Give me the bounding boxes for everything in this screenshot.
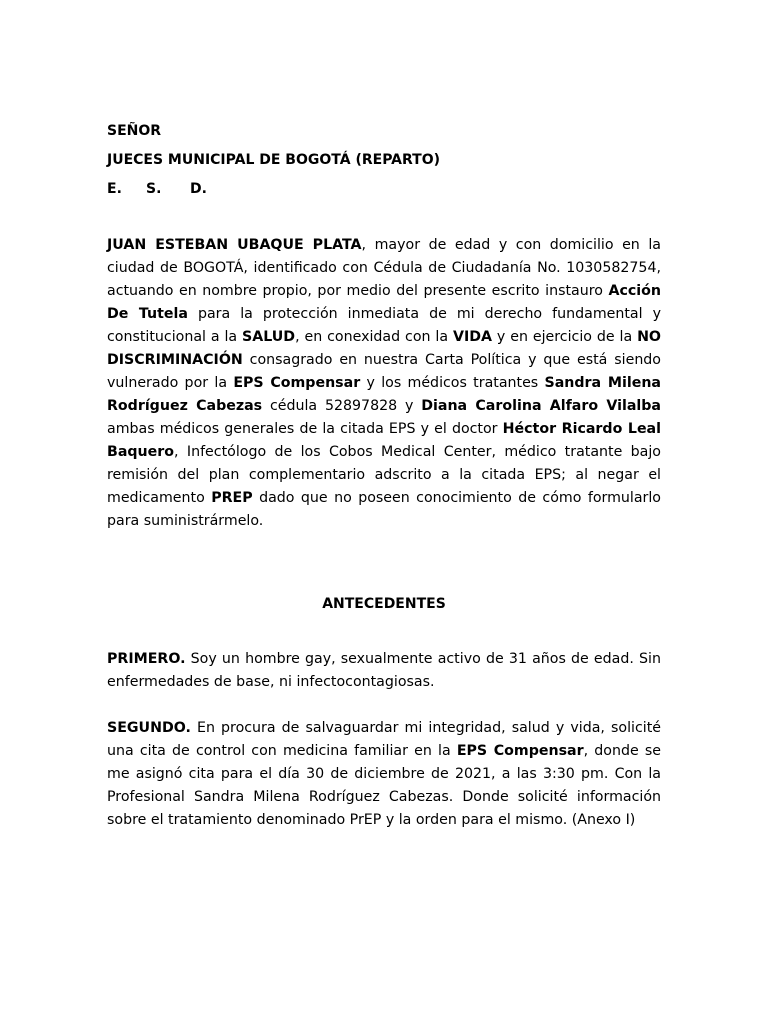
primero-text: Soy un hombre gay, sexualmente activo de 31 años de edad. Sin enfermedades de base, ni infectocontagiosas. [107, 651, 661, 690]
intro-bold: NO DISCRIMINACIÓN [107, 329, 661, 368]
segundo-paragraph [107, 717, 661, 832]
segundo-label: SEGUNDO. [107, 720, 191, 736]
intro-bold: SALUD [242, 329, 296, 345]
primero-label: PRIMERO. [107, 651, 186, 667]
intro-bold: PREP [211, 490, 253, 506]
intro-bold: Acción De Tutela [107, 283, 661, 322]
addressee-title: SEÑOR [107, 123, 162, 139]
intro-text: para la protección inmediata de mi derecho fundamental y constitucional a la [107, 306, 662, 345]
esd-d: D. [190, 181, 207, 197]
intro-text: y los médicos tratantes [360, 375, 545, 391]
intro-bold: EPS Compensar [233, 375, 361, 391]
esd-e: E. [107, 181, 122, 197]
intro-text: ambas médicos generales de la citada EPS y el doctor [107, 421, 503, 437]
intro-bold: Diana Carolina Alfaro Vilalba [421, 398, 661, 414]
primero-paragraph [107, 648, 661, 694]
section-title: ANTECEDENTES [322, 596, 446, 612]
intro-bold: Héctor Ricardo Leal Baquero [107, 421, 661, 460]
intro-text: , mayor de edad y con domicilio en la ciudad de BOGOTÁ, identificado con Cédula de Ciudadanía No. 1030582754, actuando en nombre propio, por medio del presente escrito instauro [107, 237, 661, 299]
intro-bold: Sandra Milena Rodríguez Cabezas [107, 375, 661, 414]
intro-text: consagrado en nuestra Carta Política y que está siendo vulnerado por la [107, 352, 661, 391]
intro-paragraph [107, 234, 661, 533]
esd-line [107, 180, 207, 198]
intro-text: , en conexidad con la [295, 329, 453, 345]
segundo-bold: EPS Compensar [456, 743, 584, 759]
plaintiff-name: JUAN ESTEBAN UBAQUE PLATA [107, 237, 362, 253]
segundo-text: , donde se me asignó cita para el día 30 de diciembre de 2021, a las 3:30 pm. Con la Profesional Sandra Milena Rodríguez Cabezas. Donde solicité información sobre el tratamiento denominado PrEP y la orden para el mismo. (Anexo I) [107, 743, 661, 828]
intro-text: cédula 52897828 y [262, 398, 422, 414]
intro-text: , Infectólogo de los Cobos Medical Center, médico tratante bajo remisión del plan complementario adscrito a la citada EPS; al negar el medicamento [107, 444, 661, 506]
segundo-text: En procura de salvaguardar mi integridad, salud y vida, solicité una cita de control con medicina familiar en la [107, 720, 661, 759]
intro-bold: VIDA [452, 329, 492, 345]
intro-text: y en ejercicio de la [492, 329, 638, 345]
addressee-court: JUECES MUNICIPAL DE BOGOTÁ (REPARTO) [107, 152, 440, 168]
intro-text: dado que no poseen conocimiento de cómo formularlo para suministrármelo. [107, 490, 661, 529]
esd-s: S. [146, 181, 162, 197]
